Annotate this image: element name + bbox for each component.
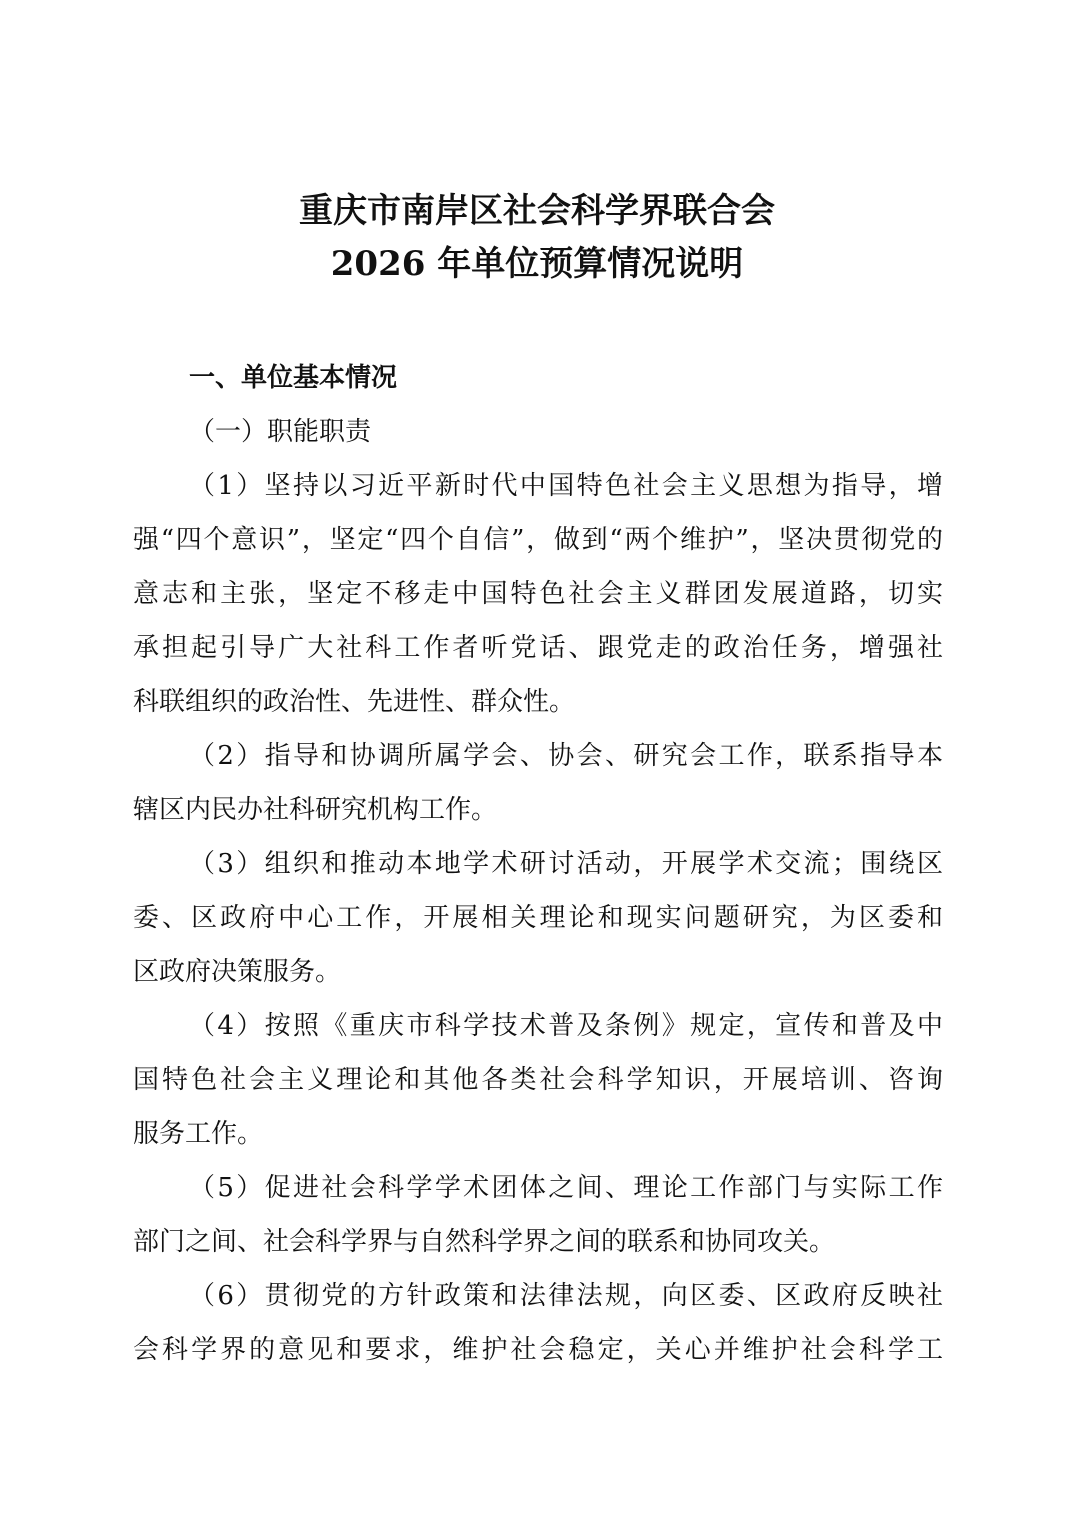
paragraph-line: 国特色社会主义理论和其他各类社会科学知识，开展培训、咨询 (133, 1065, 943, 1095)
paragraph-line: 强“四个意识”，坚定“四个自信”，做到“两个维护”，坚决贯彻党的 (133, 525, 943, 555)
paragraph-line: 意志和主张，坚定不移走中国特色社会主义群团发展道路，切实 (133, 579, 943, 609)
paragraph-line: 委、区政府中心工作，开展相关理论和现实问题研究，为区委和 (133, 903, 943, 933)
paragraph (133, 837, 943, 999)
paragraph (133, 1269, 943, 1377)
paragraph-line: 会科学界的意见和要求，维护社会稳定，关心并维护社会科学工 (133, 1335, 943, 1365)
paragraph (133, 1161, 943, 1269)
paragraph-line: （6）贯彻党的方针政策和法律法规，向区委、区政府反映社 (189, 1281, 943, 1311)
document-title-line1: 重庆市南岸区社会科学界联合会 (299, 191, 775, 231)
paragraph (133, 729, 943, 837)
paragraph-line: 部门之间、社会科学界与自然科学界之间的联系和协同攻关。 (133, 1227, 836, 1257)
paragraph-line: （2）指导和协调所属学会、协会、研究会工作，联系指导本 (189, 741, 943, 771)
paragraph (133, 999, 943, 1161)
paragraph-line: 辖区内民办社科研究机构工作。 (133, 795, 498, 825)
subsection-heading: （一）职能职责 (189, 417, 372, 447)
paragraph-line: （5）促进社会科学学术团体之间、理论工作部门与实际工作 (189, 1173, 943, 1203)
paragraph-line: （3）组织和推动本地学术研讨活动，开展学术交流；围绕区 (189, 849, 943, 879)
paragraph-list (133, 459, 943, 1377)
paragraph-line: 区政府决策服务。 (133, 957, 342, 987)
paragraph-line: 科联组织的政治性、先进性、群众性。 (133, 687, 576, 717)
document-body (133, 351, 943, 1377)
section-heading: 一、单位基本情况 (189, 363, 398, 393)
paragraph-line: 服务工作。 (133, 1119, 264, 1149)
document-title-line2: 2026 年单位预算情况说明 (330, 244, 744, 284)
paragraph-line: （4）按照《重庆市科学技术普及条例》规定，宣传和普及中 (189, 1011, 943, 1041)
paragraph-line: 承担起引导广大社科工作者听党话、跟党走的政治任务，增强社 (133, 633, 943, 663)
paragraph (133, 459, 943, 729)
paragraph-line: （1）坚持以习近平新时代中国特色社会主义思想为指导，增 (189, 471, 943, 501)
